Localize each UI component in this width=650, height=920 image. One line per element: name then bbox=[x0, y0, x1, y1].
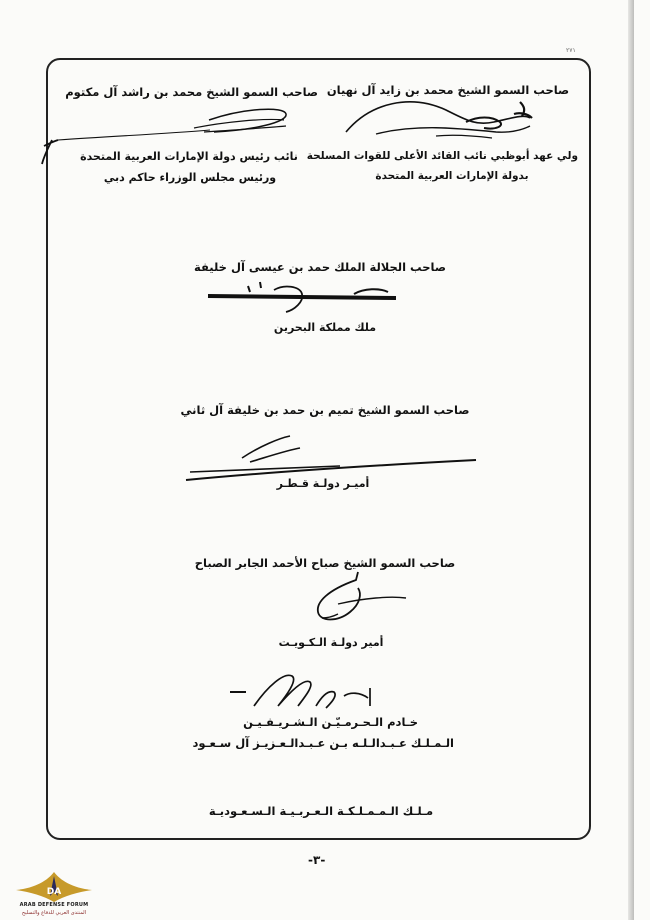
bahrain-king-role: ملك مملكة البحرين bbox=[273, 321, 377, 334]
scan-edge-shadow bbox=[628, 0, 634, 920]
signature-mohammed-bin-zayed bbox=[316, 92, 546, 154]
uae-vp-role-line1: نائب رئيس دولة الإمارات العربية المتحدة bbox=[80, 150, 298, 163]
saudi-king-name: الـمـلـك عـبـدالـلـه بـن عـبـدالـعـزيـز آل سـعـود bbox=[192, 736, 454, 750]
svg-text:DA: DA bbox=[46, 887, 62, 897]
bahrain-king-title: صاحب الجلالة الملك حمد بن عيسى آل خليفة bbox=[194, 260, 446, 274]
watermark-name: ARAB DEFENSE FORUM bbox=[19, 902, 89, 908]
qatar-emir-role: أميـر دولـة قـطـر bbox=[276, 477, 370, 490]
qatar-emir-title: صاحب السمو الشيخ تميم بن حمد بن خليفة آل ثاني bbox=[180, 403, 470, 417]
saudi-king-title: خـادم الـحـرمـيّـن الـشـريـفـيـن bbox=[243, 715, 418, 729]
uae-vp-title: صاحب السمو الشيخ محمد بن راشد آل مكتوم bbox=[65, 85, 318, 99]
uae-president-role-line1: ولي عهد أبوظبي نائب القائد الأعلى للقوات المسلحة bbox=[306, 150, 578, 162]
uae-president-title: صاحب السمو الشيخ محمد بن زايد آل نهيان bbox=[326, 83, 570, 97]
kuwait-emir-role: أمير دولـة الـكـويـت bbox=[278, 636, 384, 649]
kuwait-emir-title: صاحب السمو الشيخ صباح الأحمد الجابر الصباح bbox=[194, 556, 456, 570]
page-number: -٣- bbox=[308, 853, 326, 867]
signature-king-abdullah bbox=[224, 666, 384, 716]
watermark-subtitle: المنتدى العربي للدفاع والتسليح bbox=[21, 910, 87, 916]
uae-vp-role-line2: ورئيس مجلس الوزراء حاكم دبي bbox=[103, 171, 277, 184]
signature-emir-sabah bbox=[298, 568, 438, 628]
saudi-king-role: مـلـك الـمـمـلـكـة الـعـربـيـة الـسـعـوديـة bbox=[208, 804, 434, 818]
header-stamp: ٢٧١ bbox=[566, 47, 576, 54]
uae-president-role-line2: بدولة الإمارات العربية المتحدة bbox=[375, 170, 529, 182]
signature-king-hamad bbox=[204, 280, 404, 320]
